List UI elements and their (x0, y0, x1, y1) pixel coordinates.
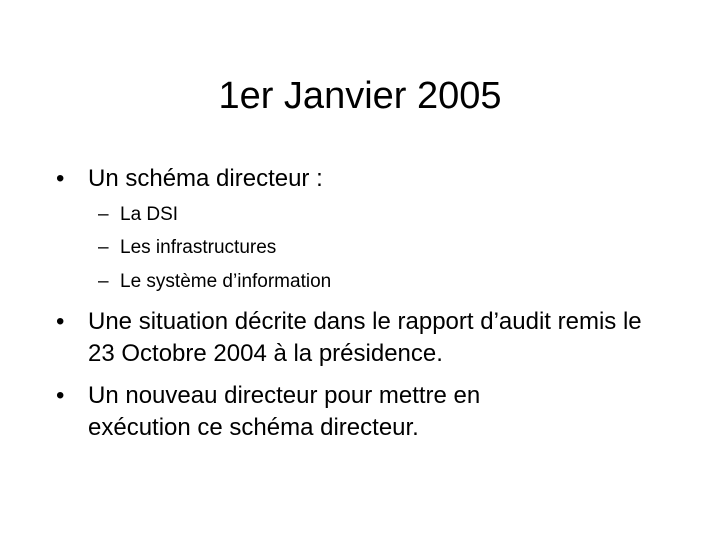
sub-bullet-item (98, 235, 638, 261)
sub-bullet-text: La DSI (120, 204, 179, 225)
bullet-item (56, 163, 656, 195)
sub-bullet-item (98, 269, 638, 295)
sub-bullet-text: Les infrastructures (120, 237, 277, 258)
slide-title: 1er Janvier 2005 (218, 75, 502, 117)
bullet-text: Un nouveau directeur pour mettre en exécution ce schéma directeur. (88, 382, 481, 441)
sub-bullet-dash: – (98, 271, 109, 292)
bullet-text: Un schéma directeur : (88, 165, 323, 192)
bullet-dot: • (56, 308, 65, 335)
bullet-item (56, 306, 646, 370)
sub-bullet-text: Le système d’information (120, 271, 332, 292)
sub-bullet-dash: – (98, 237, 109, 258)
sub-bullet-dash: – (98, 204, 109, 225)
sub-bullet-item (98, 202, 638, 228)
bullet-dot: • (56, 165, 65, 192)
bullet-dot: • (56, 382, 65, 409)
bullet-text: Une situation décrite dans le rapport d’audit remis le 23 Octobre 2004 à la présidence. (88, 308, 642, 367)
bullet-item (56, 380, 576, 444)
